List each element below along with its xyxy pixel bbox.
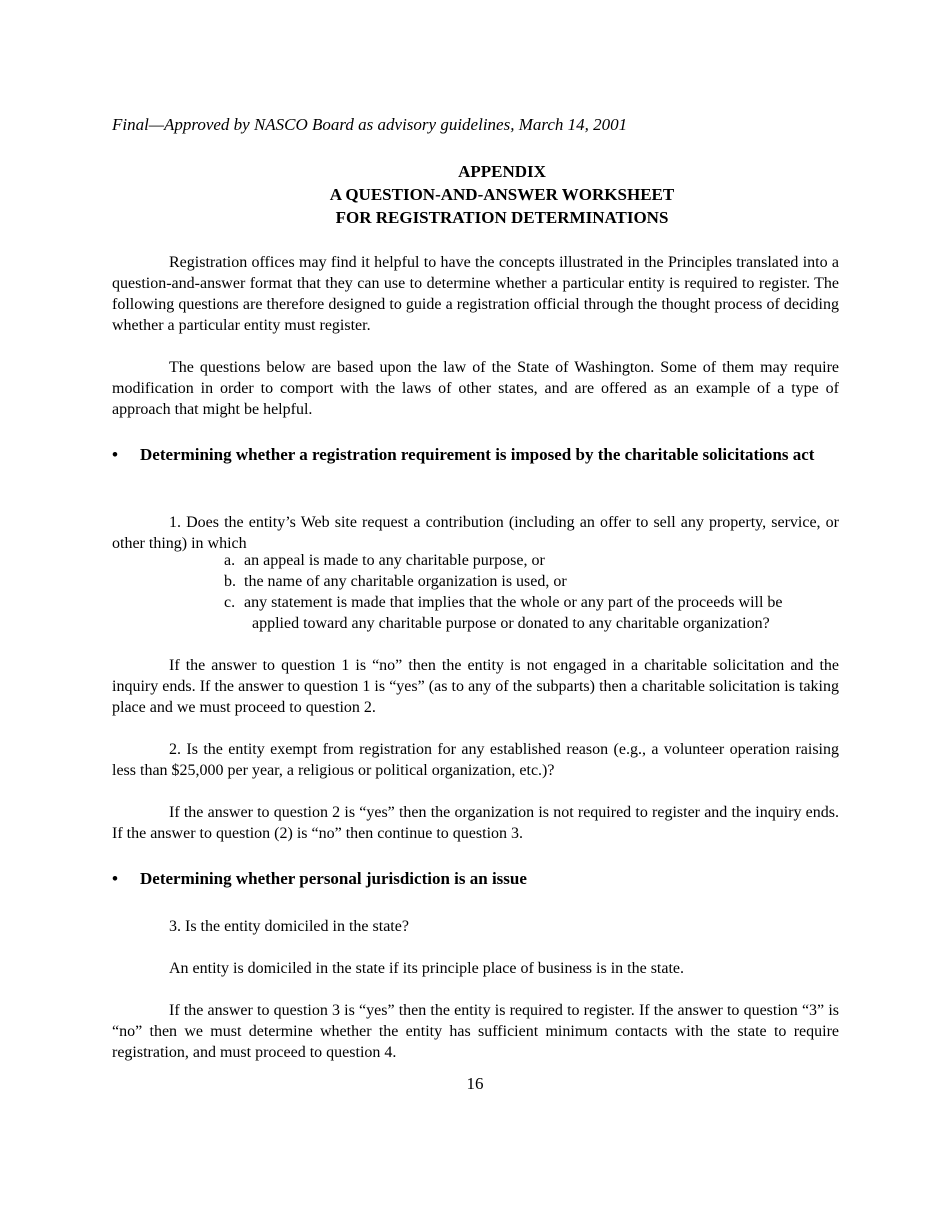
question-1-sublist <box>224 550 839 634</box>
sublist-item-c-continuation: applied toward any charitable purpose or donated to any charitable organization? <box>252 615 770 632</box>
title-line-1: APPENDIX <box>458 162 546 181</box>
question-1: 1. Does the entity’s Web site request a contribution (including an offer to sell any property, service, or other thing) in which <box>112 514 839 552</box>
section-heading-jurisdiction <box>112 867 839 891</box>
sublist-mark: c. <box>224 594 236 611</box>
sublist-text: the name of any charitable organization is used, or <box>244 573 567 590</box>
question-3: 3. Is the entity domiciled in the state? <box>169 918 409 935</box>
sublist-mark: b. <box>224 573 236 590</box>
sublist-text: any statement is made that implies that the whole or any part of the proceeds will be <box>244 594 783 611</box>
answer-2: If the answer to question 2 is “yes” then the organization is not required to register and the inquiry ends. If the answer to question (2) is “no” then continue to question 3. <box>112 804 839 842</box>
answer-3: If the answer to question 3 is “yes” then the entity is required to register. If the answer to question “3” is “no” then we must determine whether the entity has sufficient minimum contacts with the state to require registration, and must proceed to question 4. <box>112 1002 839 1061</box>
bullet-icon: • <box>112 445 118 464</box>
section-heading-text: Determining whether personal jurisdiction is an issue <box>140 869 527 888</box>
domicile-note: An entity is domiciled in the state if its principle place of business is in the state. <box>169 960 685 977</box>
question-2: 2. Is the entity exempt from registration for any established reason (e.g., a volunteer operation raising less than $25,000 per year, a religious or political organization, etc.)? <box>112 741 839 779</box>
sublist-item-b <box>224 571 839 592</box>
title-line-2: A QUESTION-AND-ANSWER WORKSHEET <box>329 185 675 204</box>
document-header: Final—Approved by NASCO Board as advisory guidelines, March 14, 2001 <box>112 115 628 134</box>
intro-paragraph-2: The questions below are based upon the law of the State of Washington. Some of them may require modification in order to comport with the laws of other states, and are offered as an example of a type of approach that might be helpful. <box>112 359 839 418</box>
page-number: 16 <box>466 1074 484 1093</box>
section-heading-text: Determining whether a registration requirement is imposed by the charitable solicitations act <box>140 445 815 464</box>
bullet-icon: • <box>112 869 118 888</box>
title-line-3: FOR REGISTRATION DETERMINATIONS <box>335 208 669 227</box>
sublist-item-c <box>224 592 839 613</box>
sublist-item-a <box>224 550 839 571</box>
section-heading-registration <box>112 443 839 467</box>
sublist-text: an appeal is made to any charitable purpose, or <box>244 552 545 569</box>
appendix-title <box>112 160 892 229</box>
sublist-mark: a. <box>224 552 236 569</box>
answer-1: If the answer to question 1 is “no” then the entity is not engaged in a charitable solicitation and the inquiry ends. If the answer to question 1 is “yes” (as to any of the subparts) then a charitable solicitation is taking place and we must proceed to question 2. <box>112 657 839 716</box>
intro-paragraph-1: Registration offices may find it helpful to have the concepts illustrated in the Principles translated into a question-and-answer format that they can use to determine whether a particular entity is required to register. The following questions are therefore designed to guide a registration official through the thought process of deciding whether a particular entity must register. <box>112 254 839 334</box>
